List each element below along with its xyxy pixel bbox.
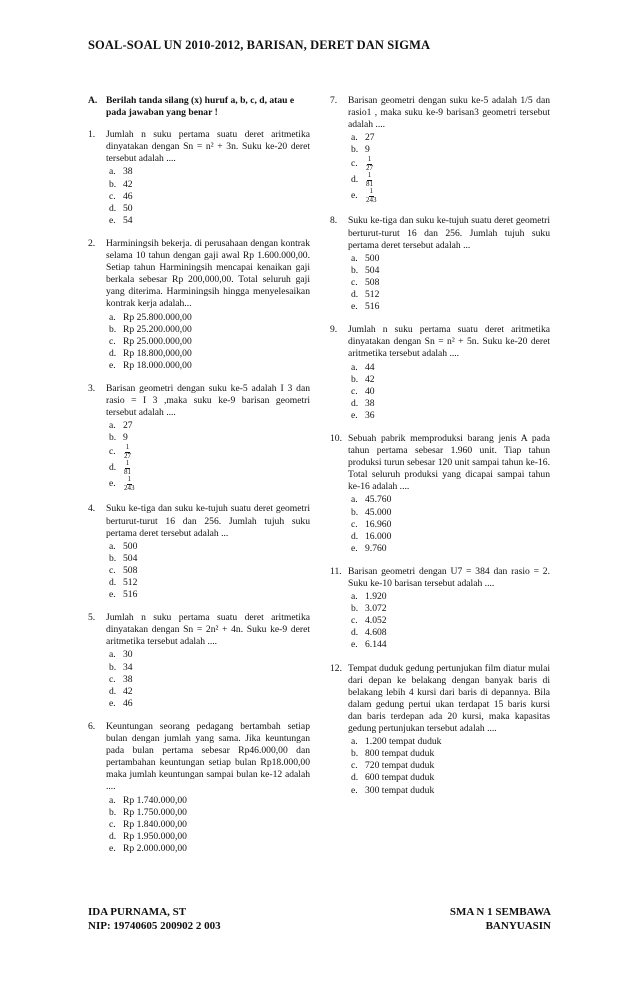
option-list xyxy=(106,420,310,492)
question-body xyxy=(348,566,550,652)
option-text: 600 tempat duduk xyxy=(365,772,435,784)
question-body xyxy=(106,238,310,372)
option-text: 504 xyxy=(123,552,138,564)
option-letter: a. xyxy=(351,736,358,748)
option-list xyxy=(106,312,310,372)
option-item[interactable] xyxy=(351,188,550,204)
option-letter: d. xyxy=(109,830,117,842)
page-title: SOAL-SOAL UN 2010-2012, BARISAN, DERET DAN SIGMA xyxy=(88,38,431,52)
option-item[interactable] xyxy=(109,577,310,589)
school-name: SMA N 1 SEMBAWA xyxy=(449,906,551,918)
option-text: Rp 18.800,000,00 xyxy=(123,347,192,359)
question-item xyxy=(330,566,550,652)
option-text: 50 xyxy=(123,202,133,214)
question-number: 5. xyxy=(88,612,96,624)
option-letter: d. xyxy=(109,462,117,474)
option-letter: e. xyxy=(109,842,116,854)
option-item[interactable] xyxy=(109,336,310,348)
footer-author-block xyxy=(88,905,221,933)
option-text: 508 xyxy=(123,564,138,576)
option-letter: e. xyxy=(109,359,116,371)
question-stem: Barisan geometri dengan U7 = 384 dan rasio = 2. Suku ke-10 barisan tersebut adalah .... xyxy=(348,565,550,589)
option-letter: b. xyxy=(109,661,117,673)
option-fraction xyxy=(365,156,374,172)
option-text: 45.760 xyxy=(365,494,392,506)
question-item xyxy=(330,433,550,555)
question-item xyxy=(88,503,310,601)
question-body xyxy=(348,95,550,204)
option-letter: b. xyxy=(351,264,359,276)
option-item[interactable] xyxy=(351,253,550,265)
option-text: Rp 1.840.000,00 xyxy=(123,818,187,830)
option-text: 46 xyxy=(123,190,133,202)
option-list xyxy=(106,649,310,709)
option-letter: b. xyxy=(351,144,359,156)
option-item[interactable] xyxy=(351,748,550,760)
author-nip: NIP: 19740605 200902 2 003 xyxy=(88,920,221,932)
option-fraction xyxy=(365,172,374,188)
footer-school-block xyxy=(404,905,551,933)
option-letter: c. xyxy=(109,335,116,347)
question-number: 12. xyxy=(330,662,342,674)
question-body xyxy=(348,215,550,313)
option-item[interactable] xyxy=(351,301,550,313)
option-letter: b. xyxy=(351,748,359,760)
question-item xyxy=(330,663,550,797)
option-text: 46 xyxy=(123,697,133,709)
fraction-denominator: 81 xyxy=(366,179,373,188)
option-letter: a. xyxy=(109,540,116,552)
option-text: 40 xyxy=(365,385,375,397)
option-letter: e. xyxy=(351,409,358,421)
option-text: 512 xyxy=(365,289,380,301)
option-letter: c. xyxy=(351,276,358,288)
question-number: 9. xyxy=(330,324,338,336)
option-text: 500 xyxy=(365,252,380,264)
option-letter: c. xyxy=(109,818,116,830)
option-item[interactable] xyxy=(109,166,310,178)
option-item[interactable] xyxy=(109,819,310,831)
option-text: 800 tempat duduk xyxy=(365,748,435,760)
option-item[interactable] xyxy=(351,543,550,555)
option-letter: a. xyxy=(109,649,116,661)
option-text: Rp 18.000.000,00 xyxy=(123,359,192,371)
question-body xyxy=(106,721,310,855)
option-letter: c. xyxy=(351,385,358,397)
option-text: 30 xyxy=(123,649,133,661)
option-item[interactable] xyxy=(109,662,310,674)
question-stem: Sebuah pabrik memproduksi barang jenis A pada tahun pertama sebesar 1.960 unit. Tiap tahun produksi turun sebesar 120 unit sampai tahun ke-16. Total seluruh produksi yang dicapai sampai tahun ke-16 adalah .... xyxy=(348,432,550,493)
option-item[interactable] xyxy=(351,386,550,398)
question-stem: Suku ke-tiga dan suku ke-tujuh suatu deret geometri berturut-turut 16 dan 256. Jumlah tujuh suku pertama deret tersebut adalah ... xyxy=(348,215,550,251)
option-letter: c. xyxy=(351,518,358,530)
option-item[interactable] xyxy=(109,649,310,661)
fraction-denominator: 27 xyxy=(366,163,373,172)
option-item[interactable] xyxy=(109,360,310,372)
question-item xyxy=(88,612,310,710)
option-letter: a. xyxy=(351,132,358,144)
option-item[interactable] xyxy=(351,591,550,603)
option-item[interactable] xyxy=(109,460,310,476)
option-item[interactable] xyxy=(109,444,310,460)
question-number: 1. xyxy=(88,129,96,141)
question-number: 10. xyxy=(330,432,342,444)
option-text: 3.072 xyxy=(365,603,387,615)
option-fraction xyxy=(123,476,136,492)
option-text: 42 xyxy=(365,373,375,385)
option-item[interactable] xyxy=(109,191,310,203)
option-item[interactable] xyxy=(351,398,550,410)
option-letter: a. xyxy=(351,591,358,603)
option-letter: b. xyxy=(109,178,117,190)
option-text: 516 xyxy=(123,589,138,601)
option-list xyxy=(348,494,550,554)
question-stem: Keuntungan seorang pedagang bertambah setiap bulan dengan jumlah yang sama. Jika keuntungan pada bulan pertama sebesar Rp46.000,00 dan pertambahan keuntungan setiap bulan Rp18.000,00 maka jumlah keuntungan sampai bulan ke-12 adalah .... xyxy=(106,720,310,793)
option-item[interactable] xyxy=(351,410,550,422)
question-number: 11. xyxy=(330,565,342,577)
option-item[interactable] xyxy=(351,603,550,615)
option-item[interactable] xyxy=(109,843,310,855)
question-item xyxy=(88,129,310,227)
question-item xyxy=(330,324,550,422)
option-list xyxy=(106,541,310,601)
option-letter: e. xyxy=(109,589,116,601)
option-item[interactable] xyxy=(109,686,310,698)
option-letter: b. xyxy=(351,506,359,518)
option-item[interactable] xyxy=(109,420,310,432)
option-text: Rp 1.950.000,00 xyxy=(123,830,187,842)
option-list xyxy=(348,591,550,651)
fraction-numerator: 1 xyxy=(369,187,373,196)
option-item[interactable] xyxy=(351,144,550,156)
option-list xyxy=(106,795,310,855)
option-text: 42 xyxy=(123,685,133,697)
option-letter: b. xyxy=(351,373,359,385)
option-letter: c. xyxy=(109,673,116,685)
option-text: 16.960 xyxy=(365,518,392,530)
option-letter: e. xyxy=(351,542,358,554)
option-text: 300 tempat duduk xyxy=(365,784,435,796)
option-letter: e. xyxy=(351,784,358,796)
question-body xyxy=(106,129,310,227)
option-text: 1.200 tempat duduk xyxy=(365,736,442,748)
option-letter: c. xyxy=(351,760,358,772)
option-text: 9 xyxy=(365,144,370,156)
fraction-numerator: 1 xyxy=(125,443,130,452)
option-text: 27 xyxy=(123,420,133,432)
option-item[interactable] xyxy=(351,156,550,172)
option-text: Rp 1.750.000,00 xyxy=(123,806,187,818)
option-text: Rp 1.740.000,00 xyxy=(123,794,187,806)
option-item[interactable] xyxy=(351,132,550,144)
option-letter: e. xyxy=(351,639,358,651)
option-item[interactable] xyxy=(109,324,310,336)
option-letter: b. xyxy=(109,806,117,818)
option-letter: d. xyxy=(351,174,359,186)
question-body xyxy=(348,324,550,422)
fraction-numerator: 1 xyxy=(125,459,130,468)
question-body xyxy=(348,433,550,555)
option-fraction xyxy=(123,460,132,476)
option-text: 54 xyxy=(123,214,133,226)
question-body xyxy=(106,383,310,492)
question-item xyxy=(88,238,310,372)
option-text: 45.000 xyxy=(365,506,392,518)
option-letter: d. xyxy=(351,772,359,784)
option-letter: a. xyxy=(351,252,358,264)
option-letter: e. xyxy=(109,697,116,709)
question-stem: Barisan geometri dengan suku ke-5 adalah I 3 dan rasio = I 3 ,maka suku ke-9 barisan geometri tersebut adalah .... xyxy=(106,382,310,419)
option-letter: d. xyxy=(109,685,117,697)
fraction-numerator: 1 xyxy=(367,171,372,180)
option-letter: b. xyxy=(351,603,359,615)
right-question-list xyxy=(330,95,550,797)
question-item xyxy=(330,215,550,313)
option-text: 508 xyxy=(365,276,380,288)
option-letter: b. xyxy=(109,552,117,564)
option-letter: e. xyxy=(109,214,116,226)
option-item[interactable] xyxy=(109,312,310,324)
option-item[interactable] xyxy=(351,639,550,651)
option-letter: c. xyxy=(109,446,116,458)
option-letter: a. xyxy=(109,420,116,432)
option-letter: b. xyxy=(109,432,117,444)
option-item[interactable] xyxy=(109,476,310,492)
option-item[interactable] xyxy=(109,807,310,819)
question-number: 6. xyxy=(88,720,96,732)
option-text: 720 tempat duduk xyxy=(365,760,435,772)
question-stem: Barisan geometri dengan suku ke-5 adalah 1/5 dan rasio1 , maka suku ke-9 barisan3 geometri tersebut adalah .... xyxy=(348,95,550,131)
option-item[interactable] xyxy=(351,760,550,772)
option-letter: d. xyxy=(109,347,117,359)
question-stem: Tempat duduk gedung pertunjukan film diatur mulai dari depan ke belakang dengan banyak baris di belakang lebih 4 kursi dari baris di depannya. Bila dalam gedung pertui ukan terdapat 15 baris kursi dan baris terdepan ada 20 kursi, maka kapasitas gedung pertunjukan tersebut adalah .... xyxy=(348,662,550,735)
option-item[interactable] xyxy=(351,627,550,639)
option-letter: b. xyxy=(109,323,117,335)
question-item xyxy=(88,383,310,492)
question-body xyxy=(106,503,310,601)
option-list xyxy=(348,132,550,204)
option-item[interactable] xyxy=(351,289,550,301)
question-number: 4. xyxy=(88,503,96,515)
option-letter: d. xyxy=(351,530,359,542)
option-item[interactable] xyxy=(351,265,550,277)
question-item xyxy=(330,95,550,204)
option-item[interactable] xyxy=(109,589,310,601)
option-letter: d. xyxy=(351,289,359,301)
option-item[interactable] xyxy=(351,772,550,784)
instruction-text: Berilah tanda silang (x) huruf a, b, c, d, atau e pada jawaban yang benar ! xyxy=(106,95,295,119)
option-text: 4.052 xyxy=(365,615,387,627)
option-letter: e. xyxy=(351,190,358,202)
question-number: 2. xyxy=(88,237,96,249)
school-location: BANYUASIN xyxy=(485,920,551,932)
option-letter: d. xyxy=(109,577,117,588)
option-text: Rp 25.200.000,00 xyxy=(123,323,192,335)
option-item[interactable] xyxy=(109,795,310,807)
option-letter: d. xyxy=(351,627,359,639)
option-item[interactable] xyxy=(109,565,310,577)
option-text: 36 xyxy=(365,409,375,421)
option-item[interactable] xyxy=(109,698,310,710)
option-item[interactable] xyxy=(351,277,550,289)
option-list xyxy=(348,362,550,422)
option-item[interactable] xyxy=(351,519,550,531)
fraction-numerator: 1 xyxy=(127,475,131,484)
option-fraction xyxy=(123,444,132,460)
author-name: IDA PURNAMA, ST xyxy=(88,906,187,918)
option-text: 1.920 xyxy=(365,591,387,603)
option-text: 16.000 xyxy=(365,530,392,542)
option-letter: d. xyxy=(109,202,117,214)
option-text: Rp 25.000.000,00 xyxy=(123,335,192,347)
option-letter: a. xyxy=(109,166,116,178)
option-item[interactable] xyxy=(351,785,550,797)
option-text: 38 xyxy=(123,673,133,685)
question-stem: Harminingsih bekerja. di perusahaan dengan kontrak selama 10 tahun dengan gaji awal Rp 1.600.000,00. Setiap tahun Harminingsih mencapai kenaikan gaji berkala sebesar Rp 200,000,00. Total seluruh gaji yang diterima. Harminingsih hingga menyelesaikan kontrak kerja adalah... xyxy=(106,237,310,310)
option-text: 512 xyxy=(123,577,138,588)
option-fraction xyxy=(365,188,378,204)
option-text: 9.760 xyxy=(365,542,387,554)
fraction-denominator: 243 xyxy=(366,195,377,204)
question-number: 8. xyxy=(330,215,338,227)
option-text: Rp 2.000.000,00 xyxy=(123,842,187,854)
option-list xyxy=(348,736,550,796)
option-text: 504 xyxy=(365,264,380,276)
option-list xyxy=(348,253,550,313)
option-item[interactable] xyxy=(351,736,550,748)
option-item[interactable] xyxy=(351,172,550,188)
option-letter: c. xyxy=(351,615,358,627)
question-body xyxy=(348,663,550,797)
fraction-denominator: 243 xyxy=(124,483,135,492)
option-text: 516 xyxy=(365,301,380,313)
option-item[interactable] xyxy=(109,179,310,191)
question-stem: Jumlah n suku pertama suatu deret aritmetika dinyatakan dengan Sn = n² + 3n. Suku ke-20 deret tersebut adalah .... xyxy=(106,129,310,165)
option-item[interactable] xyxy=(109,541,310,553)
option-letter: d. xyxy=(351,397,359,409)
option-text: 42 xyxy=(123,178,133,190)
question-stem: Suku ke-tiga dan suku ke-tujuh suatu deret geometri berturut-turut 16 dan 256. Jumlah tujuh suku pertama deret tersebut adalah ... xyxy=(106,503,310,539)
question-number: 3. xyxy=(88,382,96,394)
option-item[interactable] xyxy=(109,553,310,565)
option-text: 38 xyxy=(123,166,133,178)
option-letter: a. xyxy=(109,311,116,323)
question-number: 7. xyxy=(330,95,338,106)
option-letter: a. xyxy=(351,361,358,373)
fraction-denominator: 27 xyxy=(124,451,131,460)
option-item[interactable] xyxy=(109,215,310,227)
option-text: 4.608 xyxy=(365,627,387,639)
question-stem: Jumlah n suku pertama suatu deret aritmetika dinyatakan dengan Sn = 2n² + 4n. Suku ke-9 deret aritmetika tersebut adalah .... xyxy=(106,612,310,648)
option-item[interactable] xyxy=(351,531,550,543)
option-letter: c. xyxy=(351,158,358,170)
option-text: 34 xyxy=(123,661,133,673)
option-text: 44 xyxy=(365,361,375,373)
option-item[interactable] xyxy=(109,831,310,843)
question-item xyxy=(88,721,310,855)
question-stem: Jumlah n suku pertama suatu deret aritmetika dinyatakan dengan Sn = n² + 5n. Suku ke-20 deret aritmetika tersebut adalah .... xyxy=(348,324,550,360)
option-item[interactable] xyxy=(351,507,550,519)
option-letter: e. xyxy=(109,478,116,490)
option-item[interactable] xyxy=(351,374,550,386)
section-letter: A. xyxy=(88,95,98,106)
option-item[interactable] xyxy=(109,432,310,444)
option-item[interactable] xyxy=(109,674,310,686)
option-letter: e. xyxy=(351,301,358,313)
option-item[interactable] xyxy=(351,615,550,627)
fraction-denominator: 81 xyxy=(124,467,131,476)
fraction-numerator: 1 xyxy=(367,155,372,164)
option-text: 500 xyxy=(123,540,138,552)
option-letter: c. xyxy=(109,564,116,576)
question-body xyxy=(106,612,310,710)
option-text: 38 xyxy=(365,397,375,409)
option-letter: a. xyxy=(351,494,358,506)
right-column xyxy=(330,95,550,808)
option-text: 27 xyxy=(365,132,375,144)
section-a-instruction xyxy=(88,95,310,119)
option-text: 6.144 xyxy=(365,639,387,651)
option-item[interactable] xyxy=(351,494,550,506)
option-item[interactable] xyxy=(351,362,550,374)
option-letter: a. xyxy=(109,794,116,806)
option-text: 9 xyxy=(123,432,128,444)
option-list xyxy=(106,166,310,226)
option-item[interactable] xyxy=(109,203,310,215)
left-column xyxy=(88,95,310,866)
option-item[interactable] xyxy=(109,348,310,360)
left-question-list xyxy=(88,129,310,855)
option-text: Rp 25.800.000,00 xyxy=(123,311,192,323)
option-letter: c. xyxy=(109,190,116,202)
